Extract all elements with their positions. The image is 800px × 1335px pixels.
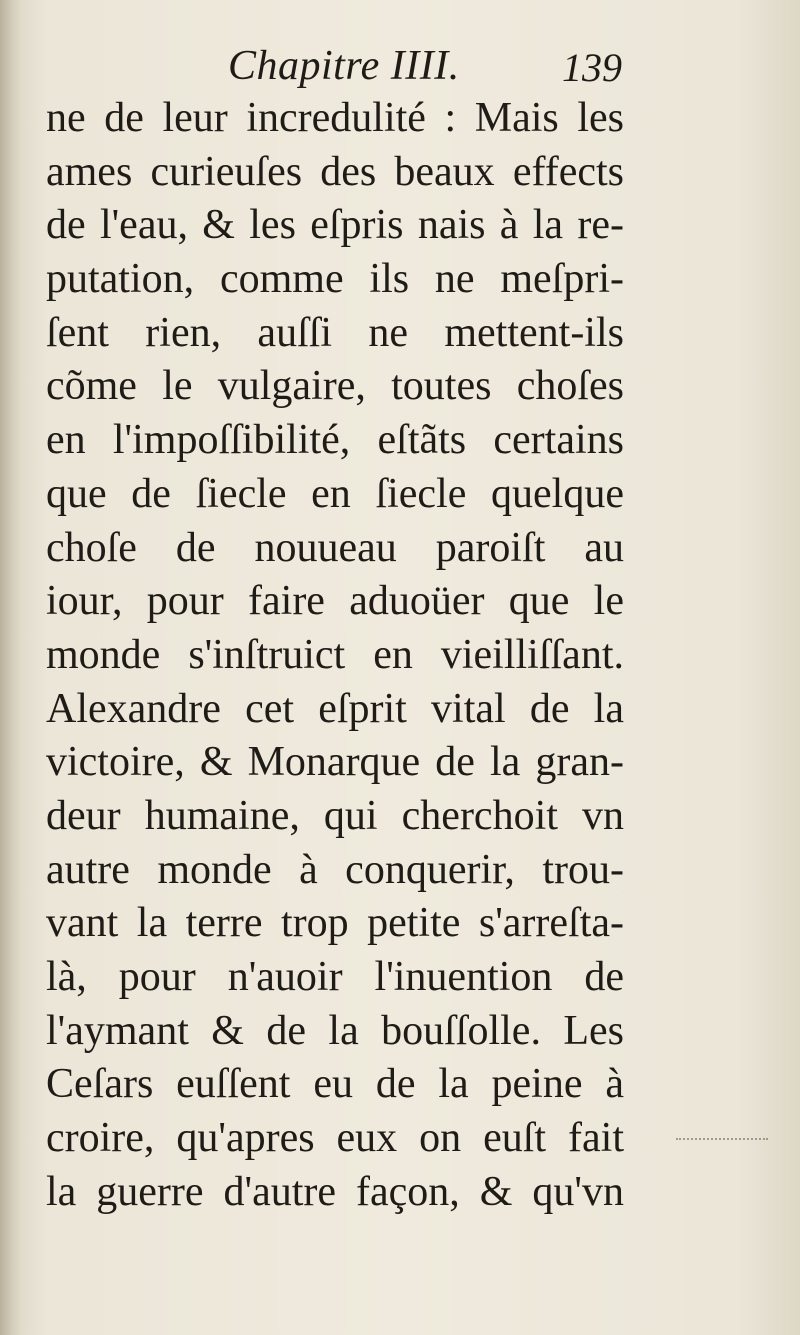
running-head	[0, 38, 800, 98]
text-line: Alexandre cet eſprit vital de la	[46, 685, 624, 732]
text-line: que de ſiecle en ſiecle quelque	[46, 470, 624, 517]
text-line: iour, pour faire aduoüer que le	[46, 578, 624, 625]
text-line: l'aymant & de la bouſſolle. Les	[46, 1007, 624, 1054]
margin-ink-mark	[676, 1138, 768, 1142]
text-line: Ceſars euſſent eu de la peine à	[46, 1061, 624, 1108]
chapter-heading: Chapitre IIII.	[228, 43, 460, 89]
text-line: de l'eau, & les eſpris nais à la re-	[46, 202, 624, 249]
text-line: ſent rien, auſſi ne mettent-ils	[46, 309, 624, 356]
text-line: cõme le vulgaire, toutes choſes	[46, 363, 624, 410]
text-line: deur humaine, qui cherchoit vn	[46, 792, 624, 839]
text-line: ames curieuſes des beaux effects	[46, 148, 624, 195]
body-text	[46, 92, 624, 1219]
text-line: en l'impoſſibilité, eſtãts certains	[46, 417, 624, 464]
text-line: vant la terre trop petite s'arreſta-	[46, 900, 624, 947]
binding-shadow	[0, 0, 22, 1335]
text-line: croire, qu'apres eux on euſt fait	[46, 1115, 624, 1162]
text-line: choſe de nouueau paroiſt au	[46, 524, 624, 571]
text-line: autre monde à conquerir, trou-	[46, 846, 624, 893]
text-line: là, pour n'auoir l'inuention de	[46, 954, 624, 1000]
text-line: putation, comme ils ne meſpri-	[46, 256, 624, 303]
text-line: monde s'inſtruict en vieilliſſant.	[46, 631, 624, 678]
text-line: victoire, & Monarque de la gran-	[46, 739, 624, 786]
text-line: la guerre d'autre façon, & qu'vn	[46, 1168, 624, 1215]
text-line: ne de leur incredulité : Mais les	[46, 95, 624, 141]
page-number: 139	[562, 45, 622, 90]
